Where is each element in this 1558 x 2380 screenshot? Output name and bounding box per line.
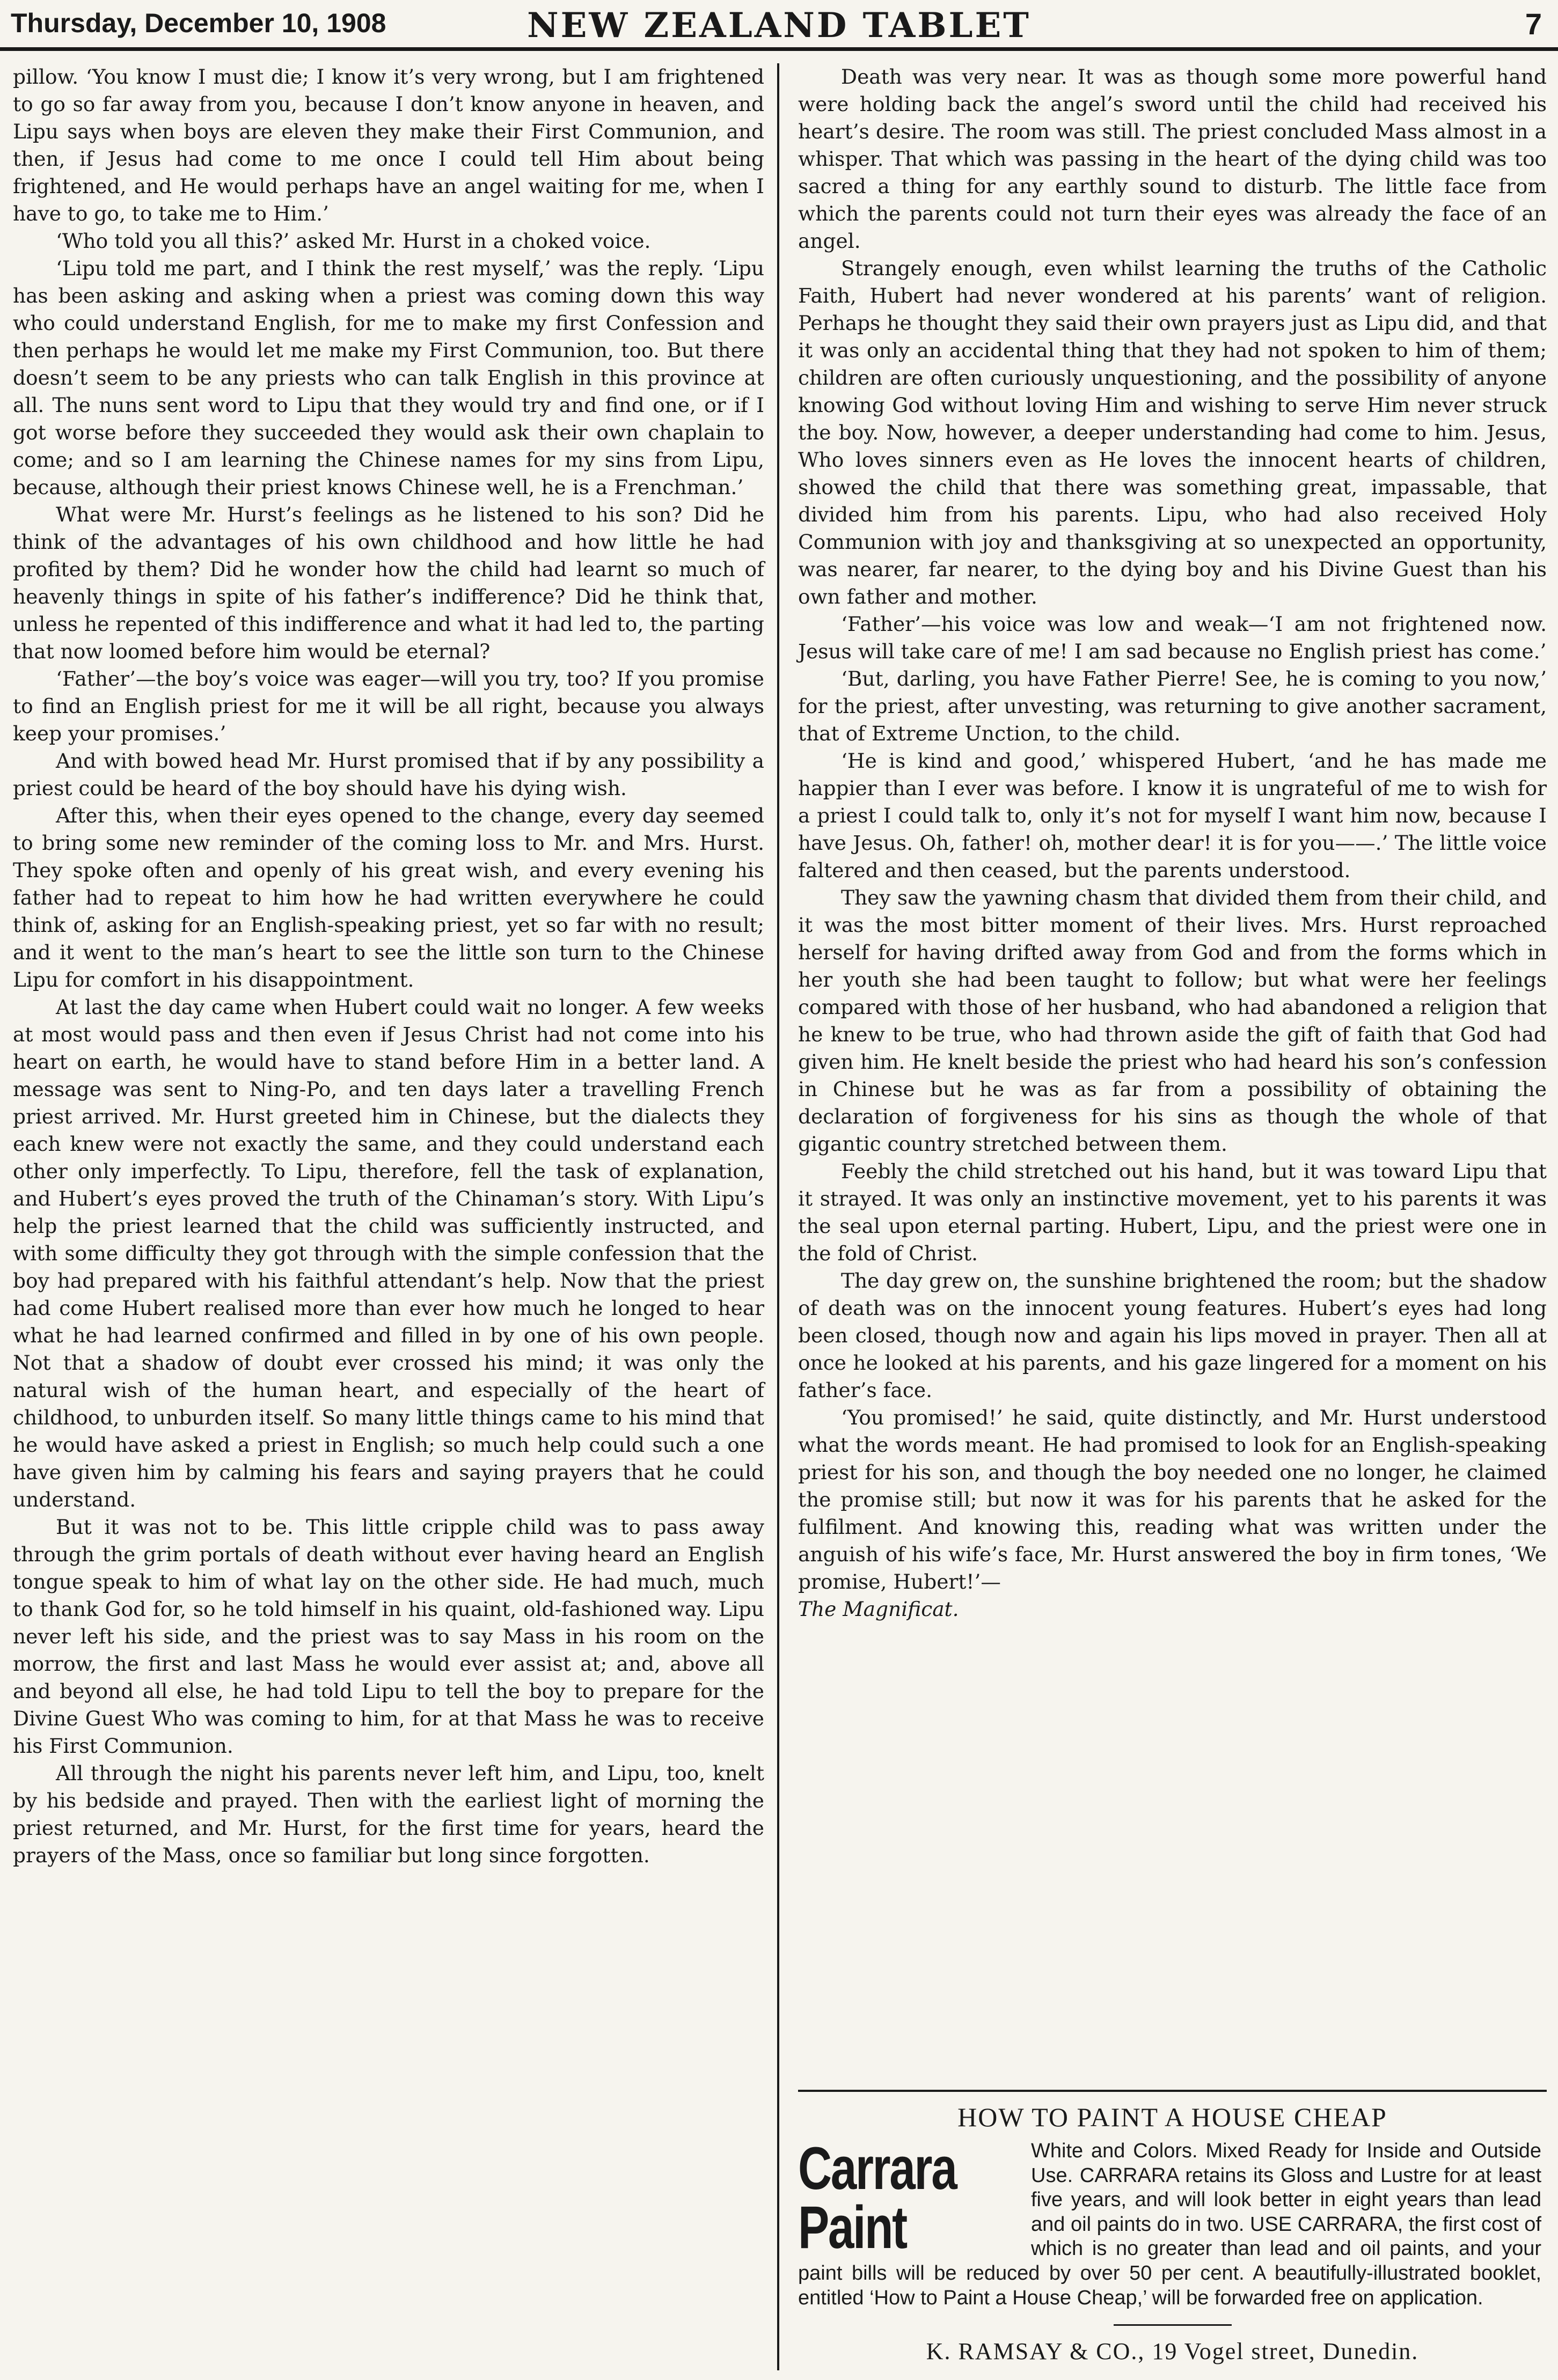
page-number: 7 [1525,7,1542,41]
paragraph: At last the day came when Hubert could wait no longer. A few weeks at most would pass and then even if Jesus Christ had not come into his heart on earth, he would have to stand before Him in a better land. A message was sent to Ning-Po, and ten days later a travelling French priest arrived. Mr. Hurst greeted him in Chinese, but the dialects they each knew were not exactly the same, and they could understand each other only imperfectly. To Lipu, therefore, fell the task of explanation, and Hubert’s eyes proved the truth of the Chinaman’s story. With Lipu’s help the priest learned that the child was sufficiently instructed, and with some difficulty they got through with the simple confession that the boy had prepared with his faithful attendant’s help. Now that the priest had come Hubert realised more than ever how much he longed to hear what he had learned confirmed and filled in by one of his own people. Not that a shadow of doubt ever crossed his mind; it was only the natural wish of the human heart, and especially of the heart of childhood, to unburden itself. So many little things came to his mind that he would have asked a priest in English; so much help could such a one have given him by calming his fears and saying prayers that he could understand. [13,995,764,1511]
column-rule [777,63,779,2370]
paragraph: Strangely enough, even whilst learning the truths of the Catholic Faith, Hubert had never wondered at his parents’ want of religion. Perhaps he thought they said their own prayers just as Lipu did, and that it was only an accidental thing that they had not spoken to him of them; children are often curiously unquestioning, and the possibility of anyone knowing God without loving Him and wishing to serve Him never struck the boy. Now, however, a deeper understanding had come to him. Jesus, Who loves sinners even as He loves the innocent hearts of children, showed the child that there was something great, impassable, that divided him from his parents. Lipu, who had also received Holy Communion with joy and thanksgiving at so unexpected an opportunity, was nearer, far nearer, to the dying boy and his Divine Guest than his own father and mother. [798,256,1547,608]
paragraph: ‘He is kind and good,’ whispered Hubert, ‘and he has made me happier than I ever was before. I know it is ungrateful of me to wish for a priest I could talk to, only it’s not for myself I want him now, because I have Jesus. Oh, father! oh, mother dear! it is for you——.’ The little voice faltered and then ceased, but the parents understood. [798,749,1547,882]
newspaper-title: NEW ZEALAND TABLET [527,5,1031,46]
ad-address: K. RAMSAY & CO., 19 Vogel street, Dunedin. [926,2338,1419,2365]
ad-divider [1114,2324,1232,2326]
paragraph: ‘You promised!’ he said, quite distinctly, and Mr. Hurst understood what the words meant. He had promised to look for an English-speaking priest for his son, and though the boy needed one no longer, he claimed the promise still; but now it was for his parents that he asked for the fulfilment. And knowing this, reading what was written under the anguish of his wife’s face, Mr. Hurst answered the boy in firm tones, ‘We promise, Hubert!’— [798,1406,1547,1593]
paragraph: The day grew on, the sunshine brightened the room; but the shadow of death was on the innocent young features. Hubert’s eyes had long been closed, though now and again his lips moved in prayer. Then all at once he looked at his parents, and his gaze lingered for a moment on his father’s face. [798,1269,1547,1402]
paragraph: They saw the yawning chasm that divided them from their child, and it was the most bitter moment of their lives. Mrs. Hurst reproached herself for having drifted away from God and from the forms which in her youth she had been taught to follow; but what were her feelings compared with those of her husband, who had abandoned a religion that he knew to be true, who had thrown aside the gift of faith that God had given him. He knelt beside the priest who had heard his son’s confession in Chinese but he was as far from a possibility of obtaining the declaration of forgiveness for his sins as though the whole of that gigantic country stretched between them. [798,886,1547,1156]
masthead [0,0,1558,51]
ad-copy: White and Colors. Mixed Ready for Inside and Outside Use. CARRARA retains its Gloss and Lustre for at least five years, and will look better in eight years than lead and oil paints do in two. USE CARRARA, the first cost of which is no greater than lead and oil paints, and your paint bills will be reduced by over 50 per cent. A beautifully-illustrated booklet, entitled ‘How to Paint a House Cheap,’ will be forwarded free on application. [798,2140,1541,2309]
ad-heading: HOW TO PAINT A HOUSE CHEAP [957,2102,1387,2132]
ad-body [798,2135,1547,2310]
paragraph: But it was not to be. This little cripple child was to pass away through the grim portals of death without ever having heard an English tongue speak to him of what lay on the other side. He had much, much to thank God for, so he told himself in his quaint, old-fashioned way. Lipu never left his side, and the priest was to say Mass in his room on the morrow, the first and last Mass he would ever assist at; and, above all and beyond all else, he had told Lipu to tell the boy to prepare for the Divine Guest Who was coming to him, for at that Mass he was to receive his First Communion. [13,1515,764,1758]
issue-date: Thursday, December 10, 1908 [11,8,386,38]
paragraph: And with bowed head Mr. Hurst promised that if by any possibility a priest could be heard of the boy should have his dying wish. [13,749,764,800]
carrara-advertisement [798,2090,1547,2369]
right-column [798,63,1547,1623]
left-column [13,63,764,1869]
paragraph: ‘Father’—the boy’s voice was eager—will you try, too? If you promise to find an English priest for me it will be all right, because you always keep your promises.’ [13,667,764,745]
paragraph: pillow. ‘You know I must die; I know it’s very wrong, but I am frightened to go so far away from you, because I don’t know anyone in heaven, and Lipu says when boys are eleven they make their First Communion, and then, if Jesus had come to me once I could tell Him about being frightened, and He would perhaps have an angel waiting for me, when I have to go, to take me to Him.’ [13,65,764,225]
paragraph: ‘Father’—his voice was low and weak—‘I am not frightened now. Jesus will take care of me! I am sad because no English priest has come.’ [798,612,1547,663]
source-signature: The Magnificat. [798,1597,959,1621]
paragraph: After this, when their eyes opened to the change, every day seemed to bring some new reminder of the coming loss to Mr. and Mrs. Hurst. They spoke often and openly of his great wish, and every evening his father had to repeat to him how he had written everywhere he could think of, asking for an English-speaking priest, yet so far with no result; and it went to the man’s heart to see the little son turn to the Chinese Lipu for comfort in his disappointment. [13,804,764,991]
paragraph: Feebly the child stretched out his hand, but it was toward Lipu that it strayed. It was only an instinctive movement, yet to his parents it was the seal upon eternal parting. Hubert, Lipu, and the priest were one in the fold of Christ. [798,1159,1547,1265]
paragraph: ‘Who told you all this?’ asked Mr. Hurst in a choked voice. [56,229,651,253]
paragraph: ‘But, darling, you have Father Pierre! See, he is coming to you now,’ for the priest, after unvesting, was returning to give another sacrament, that of Extreme Unction, to the child. [798,667,1547,745]
ad-brand: Carrara Paint [798,2135,956,2261]
paragraph: What were Mr. Hurst’s feelings as he listened to his son? Did he think of the advantages of his own childhood and how little he had profited by them? Did he wonder how the child had learnt so much of heavenly things in spite of his father’s indifference? Did he think that, unless he repented of this indifference and what it had led to, the parting that now loomed before him would be eternal? [13,503,764,663]
paragraph: ‘Lipu told me part, and I think the rest myself,’ was the reply. ‘Lipu has been asking and asking when a priest was coming down this way who could understand English, for me to make my first Confession and then perhaps he would let me make my First Communion, too. But there doesn’t seem to be any priests who can talk English in this province at all. The nuns sent word to Lipu that they would try and find one, or if I got worse before they succeeded they would ask their own chaplain to come; and so I am learning the Chinese names for my sins from Lipu, because, although their priest knows Chinese well, he is a Frenchman.’ [13,256,764,499]
paragraph: All through the night his parents never left him, and Lipu, too, knelt by his bedside and prayed. Then with the earliest light of morning the priest returned, and Mr. Hurst, for the first time for years, heard the prayers of the Mass, once so familiar but long since forgotten. [13,1761,764,1867]
paragraph: Death was very near. It was as though some more powerful hand were holding back the angel’s sword until the child had received his heart’s desire. The room was still. The priest concluded Mass almost in a whisper. That which was passing in the heart of the dying child was too sacred a thing for any earthly sound to disturb. The little face from which the parents could not turn their eyes was already the face of an angel. [798,65,1547,253]
